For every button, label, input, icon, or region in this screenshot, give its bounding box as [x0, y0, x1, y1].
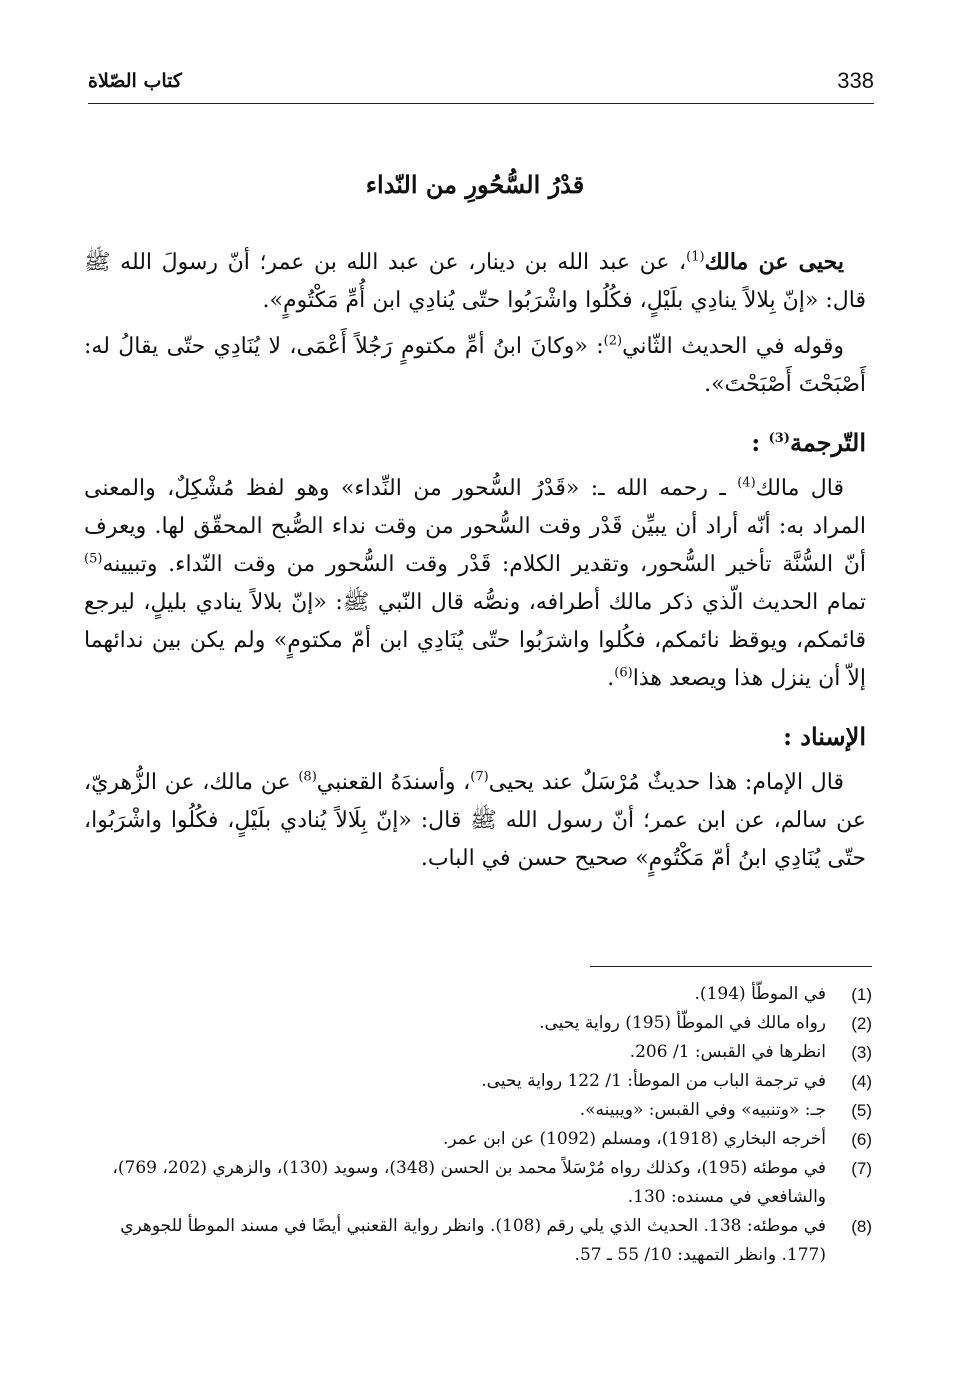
running-title: كتاب الصّلاة — [88, 70, 182, 92]
paragraph-second-hadith — [84, 328, 866, 404]
footnote-item: (4) في ترجمة الباب من الموطأ: 1/ 122 رواية يحيى. — [481, 1071, 872, 1091]
footnote-item: (6) أخرجه البخاري (1918)، ومسلم (1092) عن ابن عمر. — [443, 1129, 872, 1149]
header-divider — [88, 103, 874, 104]
narrator-lead: يحيى عن مالك — [704, 249, 844, 275]
paragraph-isnad: قال الإمام: هذا حديثٌ مُرْسَلٌ عند يحيى$^{(7)}$، وأسندَهُ القعنبي$^{(8)}$ عن مالك، عن الزُّهريّ، عن سالم، عن ابن عمر؛ أنّ رسول الله ﷺ قال: «إنّ بِلَالاً يُنادي بلَيْلٍ، فكُلُوا واشْرَبُوا، حتّى يُنَادِي ابنُ أمّ مَكْتُومٍ» صحيح حسن في الباب. — [84, 769, 866, 871]
footnote-ref-7[interactable]: (7) — [470, 769, 489, 785]
footnote-ref-1[interactable]: (1) — [686, 249, 705, 265]
footnote-item: (1) في الموطّأ (194). — [694, 984, 872, 1004]
paragraph-hadith — [84, 243, 866, 320]
footnote-ref-8[interactable]: (8) — [298, 769, 317, 785]
paragraph-text: ، عن عبد الله بن دينار، عن عبد الله بن عمر؛ أنّ رسولَ الله ﷺ قال: «إنّ بِلالاً ينادِي بلَيْلٍ، فكُلُوا واشْرَبُوا حتّى يُنادِي ابن أُمِّ مَكْتُومٍ». — [84, 250, 866, 313]
paragraph-commentary: قال مالك$^{(4)}$ ـ رحمه الله ـ: «قَدْرُ السُّحور من النِّداء» وهو لفظ مُشْكِلٌ، والمعنى المراد به: أنّه أراد أن يبيِّن قَدْر وقت السُّحور من وقت نداء الصُّبح المحقّق لها. ويعرف أنّ السُّنَّة تأخير السُّحور، وتقدير الكلام: قَدْر وقت السُّحور من وقت النّداء. وتبيينه$^{(5)}$ تمام الحديث الّذي ذكر مالك أطرافه، ونصُّه قال النّبي ﷺ: «إنّ بلالاً ينادي بليلٍ، ليرجع قائمكم، ويوقظ نائمكم، فكُلوا واشرَبُوا حتّى يُنَادِي ابن أمّ مكتومٍ» ولم يكن بين ندائهما إلاّ أن ينزل هذا ويصعد هذا$^{(6)}$. — [84, 475, 866, 691]
footnote-item: (5) جـ: «وتنبيه» وفي القبس: «ويبينه». — [579, 1100, 872, 1120]
page-header — [88, 68, 874, 102]
footnote-ref-4[interactable]: (4) — [737, 475, 756, 491]
footnote-ref-2[interactable]: (2) — [603, 333, 623, 349]
footnote-item: (8) في موطئه: 138. الحديث الذي يلي رقم (108). وانظر رواية القعنبي أيضًا في مسند الموطأ للجوهري (177. وانظر التمهيد: 10/ 55 ـ 57. — [120, 1216, 872, 1265]
footnote-item: (3) انظرها في القبس: 1/ 206. — [629, 1042, 872, 1062]
footnotes — [88, 980, 872, 1270]
footnote-item: (2) رواه مالك في الموطّأ (195) رواية يحيى. — [539, 1013, 872, 1033]
footnote-ref-3[interactable]: (3) — [768, 431, 790, 446]
paragraph-text: : «وكانَ ابنُ أمِّ مكتومٍ رَجُلاً أَعْمَى، لا يُنَادِي حتّى يقالُ له: أَصْبَحْتَ أَصْبَحْتَ». — [84, 334, 866, 397]
section-heading-translation: التّرجمة$^{(3)}$ : — [751, 428, 866, 457]
footnote-divider — [590, 966, 872, 967]
footnote-item: (7) في موطئه (195)، وكذلك رواه مُرْسَلاً محمد بن الحسن (348)، وسويد (130)، والزهري (202، 769)، والشافعي في مسنده: 130. — [112, 1158, 872, 1207]
footnote-ref-6[interactable]: (6) — [614, 665, 633, 681]
footnote-ref-5[interactable]: (5) — [84, 551, 103, 567]
chapter-title: قدْرُ السُّحُورِ من النّداء — [365, 170, 585, 199]
main-text — [84, 170, 866, 878]
page-number: 338 — [837, 68, 874, 93]
section-heading-isnad: الإسناد : — [783, 722, 866, 751]
paragraph-text: وقوله في الحديث الثّاني — [622, 334, 845, 359]
